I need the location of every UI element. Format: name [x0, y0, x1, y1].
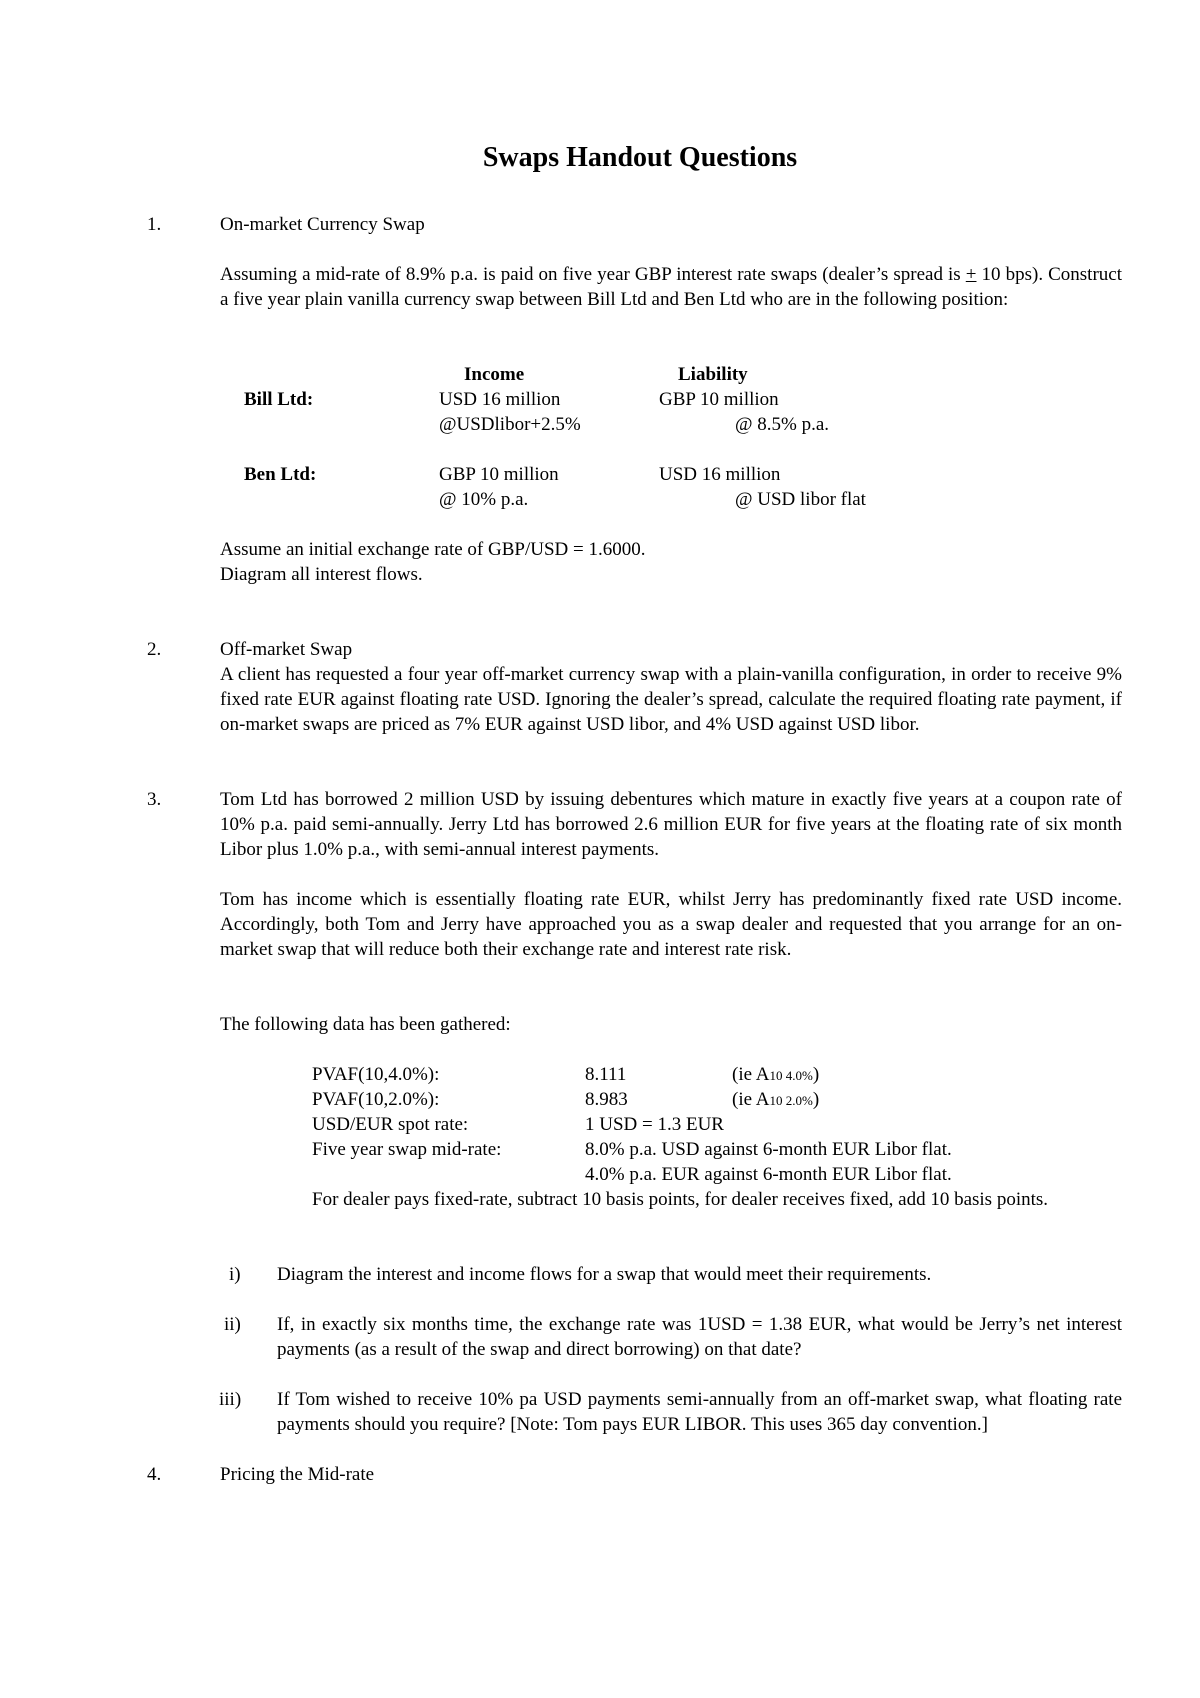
- spot-rate-label: USD/EUR spot rate:: [312, 1114, 469, 1135]
- ben-income-amount: GBP 10 million: [439, 464, 559, 485]
- sub-question-label: ii): [224, 1314, 241, 1335]
- question-4-number: 4.: [147, 1464, 162, 1485]
- pvaf-2-value: 8.983: [585, 1089, 628, 1110]
- pvaf-1-value: 8.111: [585, 1064, 627, 1085]
- sub-question-text: If Tom wished to receive 10% pa USD payments semi-annually from an off-market swap, what floating rate payments should you require? [Note: Tom pays EUR LIBOR. This uses 365 day convention.]: [277, 1389, 1122, 1435]
- sub-question-label: i): [229, 1264, 241, 1285]
- question-1-heading: On-market Currency Swap: [220, 214, 425, 235]
- bill-ltd-label: Bill Ltd:: [244, 389, 314, 410]
- question-1-number: 1.: [147, 214, 162, 235]
- question-2-heading: Off-market Swap: [220, 639, 353, 660]
- swap-mid-rate-usd: 8.0% p.a. USD against 6-month EUR Libor flat.: [585, 1139, 952, 1160]
- pvaf-2-annuity-note: (ie A10 2.0%): [732, 1089, 820, 1110]
- question-3-data-intro: The following data has been gathered:: [220, 1014, 511, 1035]
- ben-income-rate: @ 10% p.a.: [439, 489, 529, 510]
- swap-mid-rate-label: Five year swap mid-rate:: [312, 1139, 502, 1160]
- question-3-paragraph-2: Tom has income which is essentially floating rate EUR, whilst Jerry has predominantly fixed rate USD income. Accordingly, both Tom and Jerry have approached you as a swap dealer and requested that you arrange for an on-market swap that will reduce both their exchange rate and interest rate risk.: [220, 889, 1122, 960]
- swap-mid-rate-eur: 4.0% p.a. EUR against 6-month EUR Libor flat.: [585, 1164, 952, 1185]
- pvaf-1-label: PVAF(10,4.0%):: [312, 1064, 440, 1085]
- question-3-paragraph-1: Tom Ltd has borrowed 2 million USD by issuing debentures which mature in exactly five years at a coupon rate of 10% p.a. paid semi-annually. Jerry Ltd has borrowed 2.6 million EUR for five years at the floating rate of six month Libor plus 1.0% p.a., with semi-annual interest payments.: [220, 789, 1122, 860]
- bill-income-rate: @USDlibor+2.5%: [439, 414, 581, 435]
- sub-question-label: iii): [219, 1389, 242, 1410]
- question-2-paragraph: A client has requested a four year off-market currency swap with a plain-vanilla configuration, in order to receive 9% fixed rate EUR against floating rate USD. Ignoring the dealer’s spread, calculate the required floating rate payment, if on-market swaps are priced as 7% EUR against USD libor, and 4% USD against USD libor.: [220, 664, 1122, 735]
- sub-question-text: If, in exactly six months time, the exchange rate was 1USD = 1.38 EUR, what would be Jerry’s net interest payments (as a result of the swap and direct borrowing) on that date?: [277, 1314, 1122, 1360]
- table-header-liability: Liability: [678, 364, 748, 385]
- question-1-instruction: Diagram all interest flows.: [220, 564, 423, 585]
- table-header-income: Income: [464, 364, 525, 385]
- question-1-paragraph: Assuming a mid-rate of 8.9% p.a. is paid on five year GBP interest rate swaps (dealer’s spread is + 10 bps). Construct a five year plain vanilla currency swap between Bill Ltd and Ben Ltd who are in the following position:: [220, 264, 1123, 310]
- spot-rate-value: 1 USD = 1.3 EUR: [585, 1114, 724, 1135]
- ben-liability-rate: @ USD libor flat: [735, 489, 866, 510]
- bill-liability-rate: @ 8.5% p.a.: [735, 414, 830, 435]
- question-2-number: 2.: [147, 639, 162, 660]
- ben-ltd-label: Ben Ltd:: [244, 464, 317, 485]
- page-title: Swaps Handout Questions: [482, 142, 798, 173]
- bill-liability-amount: GBP 10 million: [659, 389, 779, 410]
- question-4-heading: Pricing the Mid-rate: [220, 1464, 375, 1485]
- pvaf-2-label: PVAF(10,2.0%):: [312, 1089, 440, 1110]
- question-1-assumption: Assume an initial exchange rate of GBP/USD = 1.6000.: [220, 539, 646, 560]
- question-3-number: 3.: [147, 789, 162, 810]
- ben-liability-amount: USD 16 million: [659, 464, 781, 485]
- pvaf-1-annuity-note: (ie A10 4.0%): [732, 1064, 820, 1085]
- sub-question-text: Diagram the interest and income flows for a swap that would meet their requirements.: [277, 1264, 932, 1285]
- dealer-spread-note: For dealer pays fixed-rate, subtract 10 basis points, for dealer receives fixed, add 10 basis points.: [312, 1189, 1049, 1210]
- plus-minus-symbol: +: [965, 264, 977, 285]
- bill-income-amount: USD 16 million: [439, 389, 561, 410]
